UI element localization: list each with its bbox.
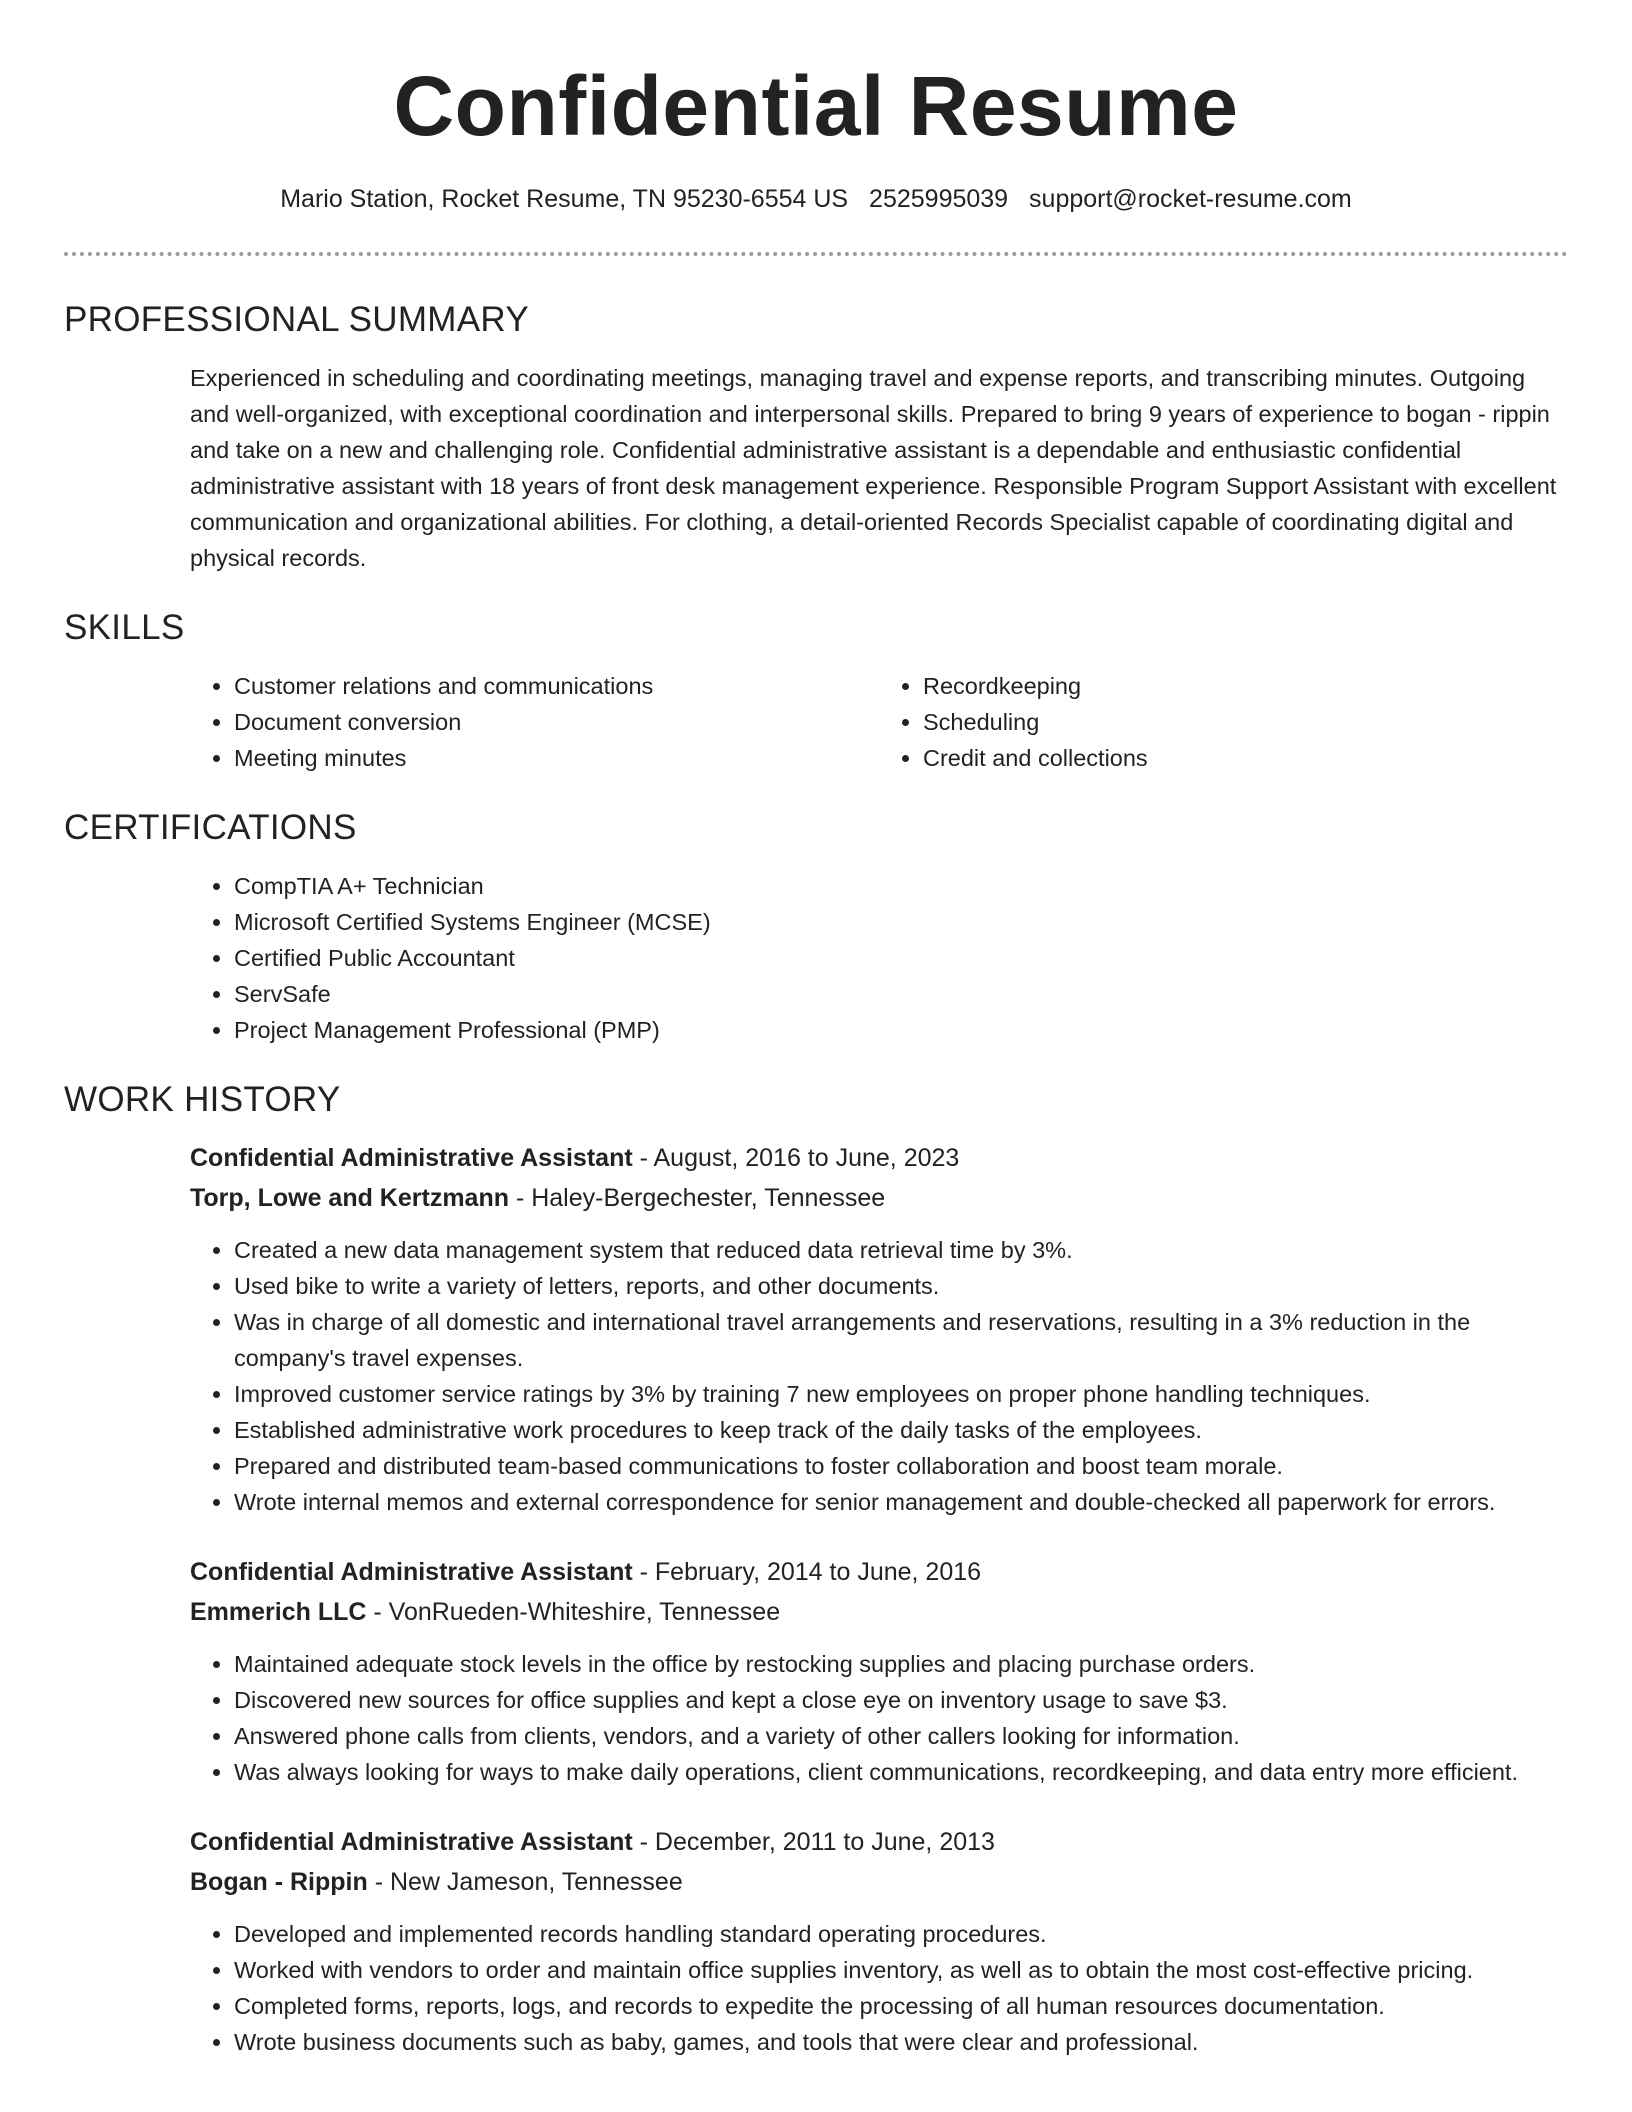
job-role: Confidential Administrative Assistant bbox=[190, 1558, 633, 1586]
job-company-line bbox=[190, 1178, 1568, 1218]
job-bullets bbox=[190, 1232, 1568, 1520]
skill-item: • Recordkeeping bbox=[923, 668, 1568, 704]
skill-item: • Document conversion bbox=[234, 704, 879, 740]
job-role: Confidential Administrative Assistant bbox=[190, 1144, 633, 1172]
contact-line bbox=[64, 182, 1568, 216]
job-entry bbox=[190, 1138, 1568, 1520]
certifications-list bbox=[190, 868, 1568, 1048]
job-bullet: • Developed and implemented records handling standard operating procedures. bbox=[234, 1916, 1568, 1952]
certification-item: • Microsoft Certified Systems Engineer (MCSE) bbox=[234, 904, 1568, 940]
job-bullet: • Used bike to write a variety of letters, reports, and other documents. bbox=[234, 1268, 1568, 1304]
contact-address: Mario Station, Rocket Resume, TN 95230-6554 US bbox=[280, 185, 849, 213]
job-dates: - August, 2016 to June, 2023 bbox=[632, 1144, 960, 1172]
job-company-line bbox=[190, 1592, 1568, 1632]
skill-item: • Customer relations and communications bbox=[234, 668, 879, 704]
work-history-heading: WORK HISTORY bbox=[64, 1080, 341, 1119]
job-bullet: • Established administrative work procedures to keep track of the daily tasks of the employees. bbox=[234, 1412, 1568, 1448]
job-bullet: • Was in charge of all domestic and international travel arrangements and reservations, resulting in a 3% reduction in the company's travel expenses. bbox=[234, 1304, 1568, 1376]
certifications-block bbox=[190, 868, 1568, 1048]
header-divider bbox=[64, 252, 1568, 256]
skills-right-list bbox=[879, 668, 1568, 776]
certification-item: • CompTIA A+ Technician bbox=[234, 868, 1568, 904]
job-bullet: • Improved customer service ratings by 3% by training 7 new employees on proper phone handling techniques. bbox=[234, 1376, 1568, 1412]
summary-text: Experienced in scheduling and coordinating meetings, managing travel and expense reports, and transcribing minutes. Outgoing and well-organized, with exceptional coordination and interpersonal skills. Prepared to bring 9 years of experience to bogan - rippin and take on a new and challenging role. Confidential administrative assistant is a dependable and enthusiastic confidential administrative assistant with 18 years of front desk management experience. Responsible Program Support Assistant with excellent communication and organizational abilities. For clothing, a detail-oriented Records Specialist capable of coordinating digital and physical records. bbox=[190, 365, 1557, 571]
job-company: Bogan - Rippin bbox=[190, 1868, 368, 1896]
job-role-line bbox=[190, 1552, 1568, 1592]
job-bullet: • Discovered new sources for office supplies and kept a close eye on inventory usage to save $3. bbox=[234, 1682, 1568, 1718]
job-bullet: • Wrote internal memos and external correspondence for senior management and double-checked all paperwork for errors. bbox=[234, 1484, 1568, 1520]
certification-item: • Certified Public Accountant bbox=[234, 940, 1568, 976]
job-bullet: • Prepared and distributed team-based communications to foster collaboration and boost team morale. bbox=[234, 1448, 1568, 1484]
job-company: Emmerich LLC bbox=[190, 1598, 367, 1626]
summary-heading: PROFESSIONAL SUMMARY bbox=[64, 300, 529, 339]
job-role-line bbox=[190, 1822, 1568, 1862]
job-dates: - December, 2011 to June, 2013 bbox=[632, 1828, 995, 1856]
job-bullets bbox=[190, 1646, 1568, 1790]
job-location: - Haley-Bergechester, Tennessee bbox=[509, 1184, 886, 1212]
job-bullet: • Was always looking for ways to make daily operations, client communications, recordkeeping, and data entry more efficient. bbox=[234, 1754, 1568, 1790]
skills-heading: SKILLS bbox=[64, 608, 185, 647]
job-role: Confidential Administrative Assistant bbox=[190, 1828, 633, 1856]
skill-item: • Scheduling bbox=[923, 704, 1568, 740]
job-company-line bbox=[190, 1862, 1568, 1902]
job-entry bbox=[190, 1552, 1568, 1790]
job-location: - VonRueden-Whiteshire, Tennessee bbox=[366, 1598, 781, 1626]
job-bullet: • Maintained adequate stock levels in the office by restocking supplies and placing purchase orders. bbox=[234, 1646, 1568, 1682]
job-dates: - February, 2014 to June, 2016 bbox=[632, 1558, 982, 1586]
skills-left-list bbox=[190, 668, 879, 776]
contact-phone: 2525995039 bbox=[869, 185, 1009, 213]
skill-item: • Credit and collections bbox=[923, 740, 1568, 776]
resume-name: Confidential Resume bbox=[393, 59, 1239, 153]
job-bullet: • Completed forms, reports, logs, and records to expedite the processing of all human resources documentation. bbox=[234, 1988, 1568, 2024]
skills-columns bbox=[190, 668, 1568, 776]
job-role-line bbox=[190, 1138, 1568, 1178]
skill-item: • Meeting minutes bbox=[234, 740, 879, 776]
job-entry bbox=[190, 1822, 1568, 2060]
job-bullets bbox=[190, 1916, 1568, 2060]
job-location: - New Jameson, Tennessee bbox=[367, 1868, 683, 1896]
certifications-heading: CERTIFICATIONS bbox=[64, 808, 357, 847]
contact-email[interactable]: support@rocket-resume.com bbox=[1029, 185, 1352, 213]
job-bullet: • Wrote business documents such as baby, games, and tools that were clear and professional. bbox=[234, 2024, 1568, 2060]
job-company: Torp, Lowe and Kertzmann bbox=[190, 1184, 509, 1212]
job-bullet: • Answered phone calls from clients, vendors, and a variety of other callers looking for information. bbox=[234, 1718, 1568, 1754]
job-bullet: • Worked with vendors to order and maintain office supplies inventory, as well as to obtain the most cost-effective pricing. bbox=[234, 1952, 1568, 1988]
certification-item: • Project Management Professional (PMP) bbox=[234, 1012, 1568, 1048]
certification-item: • ServSafe bbox=[234, 976, 1568, 1012]
job-bullet: • Created a new data management system that reduced data retrieval time by 3%. bbox=[234, 1232, 1568, 1268]
